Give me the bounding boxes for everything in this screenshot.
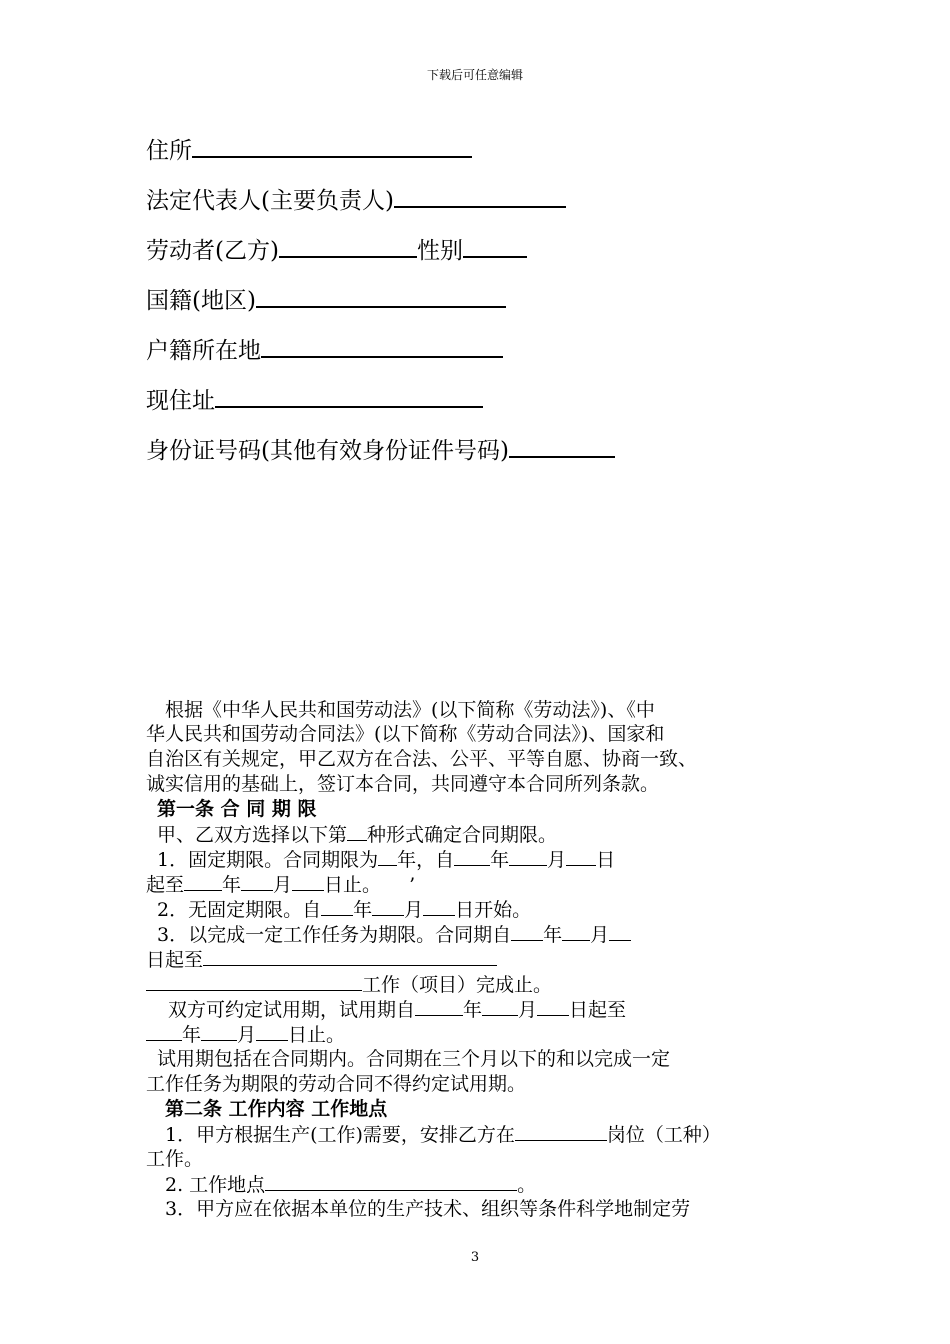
residence-field: 住所 bbox=[146, 134, 472, 166]
intro-line-2: 华人民共和国劳动合同法》(以下简称《劳动合同法》)、国家和 bbox=[146, 723, 665, 745]
page-number: 3 bbox=[470, 1250, 480, 1265]
current-address-field: 现住址 bbox=[146, 384, 483, 416]
task-term-line: 3．以完成一定工作任务为期限。合同期自 年 月 bbox=[157, 922, 631, 947]
probation-line-4: 工作任务为期限的劳动合同不得约定试用期。 bbox=[146, 1073, 527, 1095]
hukou-field: 户籍所在地 bbox=[146, 334, 503, 366]
article-2-line-2: 工作。 bbox=[146, 1148, 204, 1170]
article-1-title: 第一条 合 同 期 限 bbox=[157, 798, 317, 820]
article-2-title: 第二条 工作内容 工作地点 bbox=[165, 1098, 388, 1120]
intro-line-4: 诚实信用的基础上，签订本合同，共同遵守本合同所列条款。 bbox=[146, 773, 660, 795]
nationality-field: 国籍(地区) bbox=[146, 284, 506, 316]
article-2-line-4: 3．甲方应在依据本单位的生产技术、组织等条件科学地制定劳 bbox=[165, 1198, 691, 1220]
open-term-line: 2．无固定期限。自 年 月 日开始。 bbox=[157, 899, 532, 921]
worker-field: 劳动者(乙方) 性别 bbox=[146, 234, 527, 266]
fixed-term-line-2: 起至 年 月 日止。 ’ bbox=[146, 874, 416, 896]
id-number-field: 身份证号码(其他有效身份证件号码) bbox=[146, 434, 615, 466]
intro-line-1: 根据《中华人民共和国劳动法》(以下简称《劳动法》)、《中 bbox=[165, 699, 655, 721]
legal-rep-field: 法定代表人(主要负责人) bbox=[146, 184, 566, 216]
fixed-term-line: 1．固定期限。合同期限为 年，自 年 月 日 bbox=[157, 849, 616, 871]
task-term-line-3: 工作（项目）完成止。 bbox=[146, 972, 552, 997]
page-header: 下载后可任意编辑 bbox=[426, 68, 523, 82]
article-2-line-1: 1．甲方根据生产(工作)需要，安排乙方在 岗位（工种） bbox=[165, 1124, 721, 1146]
intro-line-3: 自治区有关规定，甲乙双方在合法、公平、平等自愿、协商一致、 bbox=[146, 748, 698, 770]
article-2-line-3: 2. 工作地点 。 bbox=[165, 1174, 537, 1196]
probation-line-2: 年 月 日止。 bbox=[146, 1022, 345, 1047]
probation-line: 双方可约定试用期，试用期自 年 月 日起至 bbox=[168, 999, 627, 1021]
article-1-choice: 甲、乙双方选择以下第 种形式确定合同期限。 bbox=[157, 824, 558, 846]
task-term-line-2: 日起至 bbox=[146, 947, 497, 972]
probation-line-3: 试用期包括在合同期内。合同期在三个月以下的和以完成一定 bbox=[157, 1048, 671, 1070]
